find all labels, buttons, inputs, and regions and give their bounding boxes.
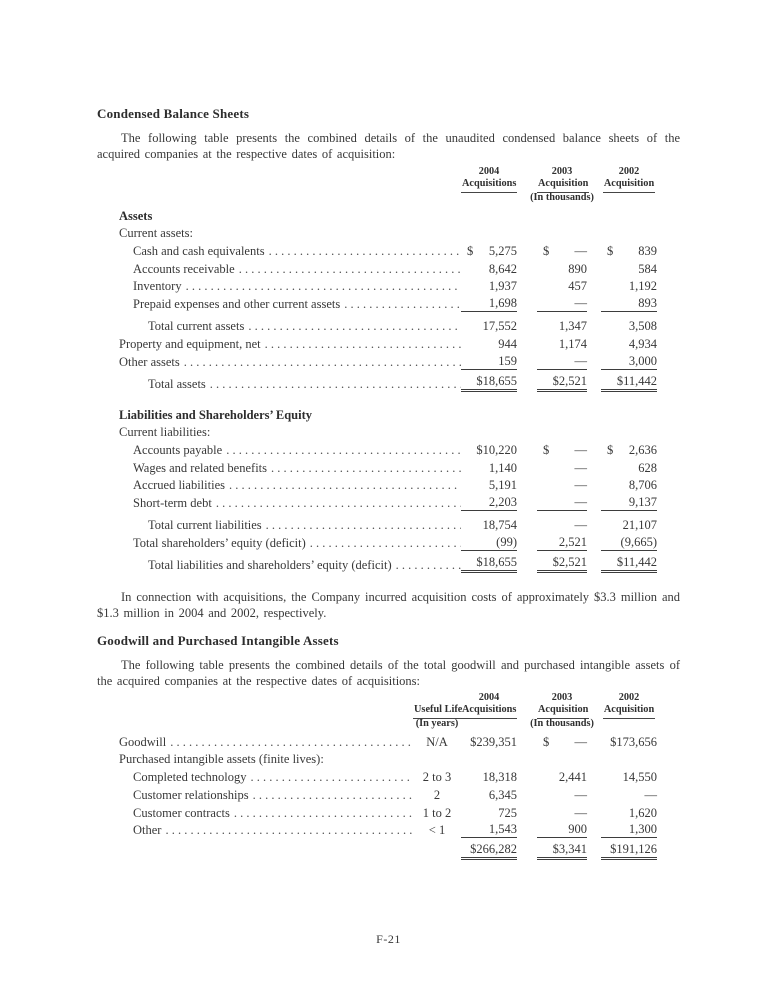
amount-cell: 1,698: [461, 296, 517, 312]
amount-cell: 893: [601, 296, 657, 312]
section1-intro-paragraph: The following table presents the combined details of the unaudited condensed balance sheets of the acquired companies at the respective dates of acquisition:: [97, 131, 680, 161]
dot-leader: [206, 377, 461, 392]
table-row: [119, 516, 657, 534]
section-heading-condensed-balance-sheets: Condensed Balance Sheets: [97, 106, 250, 121]
column-header-year: 2004: [478, 166, 500, 177]
units-note-text: (In thousands): [530, 718, 594, 730]
amount-cell: $239,351: [470, 734, 517, 749]
column-units-note: [601, 192, 657, 206]
amount-cell: 8,706: [628, 478, 657, 493]
row-label: Accounts receivable: [133, 261, 235, 276]
table-row: [119, 405, 657, 423]
currency-symbol: $: [543, 244, 550, 259]
row-label: Accounts payable: [133, 442, 223, 457]
amount-value: 5,275: [488, 244, 517, 259]
table-row: [119, 224, 657, 242]
row-label: Accrued liabilities: [133, 478, 225, 493]
units-note-text: (In years): [415, 718, 459, 730]
column-header-label: [537, 178, 587, 192]
table-row: [119, 440, 657, 458]
row-label: Customer contracts: [133, 805, 230, 820]
amount-cell: [537, 735, 587, 750]
row-label: Total liabilities and shareholders’ equity (deficit): [148, 558, 392, 573]
row-label: Cash and cash equivalents: [133, 244, 265, 259]
amount-cell: 17,552: [482, 319, 517, 334]
useful-life-cell: 2 to 3: [422, 770, 452, 785]
condensed-balance-sheet-table: [119, 166, 657, 573]
amount-cell: 6,345: [488, 787, 517, 802]
amount-cell: 159: [461, 354, 517, 370]
useful-life-cell: N/A: [426, 734, 448, 749]
row-label: Liabilities and Shareholders’ Equity: [119, 407, 312, 422]
amount-cell: 584: [638, 261, 657, 276]
amount-value: —: [574, 734, 587, 749]
amount-cell: 18,754: [482, 518, 517, 533]
amount-cell: [537, 443, 587, 458]
row-label: Short-term debt: [133, 496, 212, 510]
amount-cell: 725: [498, 805, 517, 820]
amount-cell: 1,937: [488, 279, 517, 294]
amount-cell: (9,665): [601, 535, 657, 551]
table-row: [119, 334, 657, 352]
dot-leader: [249, 788, 413, 803]
table-row: [119, 294, 657, 312]
amount-cell: $18,655: [461, 555, 517, 573]
row-label: Wages and related benefits: [133, 460, 268, 475]
amount-cell: 4,934: [628, 337, 657, 351]
table-row: [119, 803, 657, 821]
goodwill-intangibles-table: [119, 692, 657, 860]
section-heading-goodwill-intangibles: Goodwill and Purchased Intangible Assets: [97, 633, 339, 649]
row-label: Completed technology: [133, 770, 247, 785]
amount-cell: [461, 244, 517, 259]
amount-cell: 457: [568, 279, 587, 294]
table-row: [119, 555, 657, 573]
currency-symbol: $: [543, 734, 550, 749]
column-header-year: 2002: [618, 166, 640, 177]
column-header-label: [601, 178, 657, 192]
column-header-label: [461, 178, 517, 192]
row-label: Other assets: [119, 354, 180, 369]
amount-value: —: [574, 442, 587, 457]
amount-cell: 628: [638, 460, 657, 475]
amount-cell: 890: [568, 261, 587, 276]
column-units-note: [601, 718, 657, 732]
amount-cell: 1,300: [601, 822, 657, 838]
dot-leader: [244, 319, 461, 334]
table-row: [119, 458, 657, 476]
table-row: [119, 374, 657, 392]
amount-cell: —: [574, 460, 587, 475]
column-header: [461, 166, 517, 206]
dot-leader: [392, 558, 461, 573]
dot-leader: [182, 279, 461, 294]
row-label: Goodwill: [119, 734, 167, 749]
row-label: Total shareholders’ equity (deficit): [133, 535, 306, 550]
dot-leader: [222, 443, 461, 458]
column-header-underlined-text: Acquisitions: [461, 178, 517, 193]
amount-cell: 9,137: [601, 495, 657, 511]
amount-cell: 1,192: [628, 279, 657, 294]
row-label: Purchased intangible assets (finite lives):: [119, 752, 324, 767]
dot-leader: [340, 297, 461, 312]
amount-cell: $173,656: [610, 734, 657, 749]
column-units-note: [530, 718, 594, 732]
column-header: [413, 692, 461, 732]
column-header-underlined-text: Useful Life: [413, 704, 463, 719]
column-units-note: [413, 718, 461, 732]
table-row: [119, 732, 657, 750]
column-header-year: 2003: [551, 692, 573, 704]
amount-cell: $191,126: [601, 842, 657, 860]
column-header-underlined-text: Acquisitions: [461, 704, 517, 719]
amount-cell: 944: [498, 337, 517, 351]
row-label: Other: [133, 823, 162, 838]
amount-cell: 5,191: [488, 478, 517, 493]
row-label: Total current assets: [148, 319, 245, 334]
dot-leader: [247, 770, 413, 785]
amount-cell: —: [537, 495, 587, 511]
dot-leader: [261, 337, 461, 352]
useful-life-cell: 1 to 2: [422, 805, 452, 820]
table-row: [119, 317, 657, 335]
dot-leader: [267, 461, 461, 476]
dot-leader: [166, 735, 413, 750]
table-row: [119, 423, 657, 441]
amount-cell: 2,521: [537, 535, 587, 551]
table-row: [119, 493, 657, 511]
column-header-year: 2004: [478, 692, 500, 704]
column-header: [601, 692, 657, 732]
section2-intro-paragraph: The following table presents the combined details of the total goodwill and purchased intangible assets of the acquired companies at the respective dates of acquisitions:: [97, 658, 680, 689]
dot-leader: [180, 355, 461, 370]
amount-cell: 1,347: [558, 319, 587, 334]
currency-symbol: $: [607, 442, 614, 457]
column-header: [461, 692, 517, 732]
amount-cell: —: [574, 787, 587, 802]
column-header-year: 2002: [618, 692, 640, 704]
column-header-underlined-text: Acquisition: [537, 704, 589, 719]
column-header-label: [413, 704, 461, 718]
table-row: [119, 785, 657, 803]
table-row: [119, 476, 657, 494]
amount-cell: 1,543: [461, 822, 517, 838]
row-label: Total current liabilities: [148, 518, 262, 533]
column-units-note: [461, 718, 517, 732]
amount-cell: —: [574, 805, 587, 820]
amount-cell: 21,107: [622, 518, 657, 533]
row-label: Inventory: [133, 279, 182, 294]
amount-cell: 1,620: [628, 805, 657, 820]
amount-cell: $11,442: [601, 555, 657, 573]
amount-cell: 18,318: [482, 770, 517, 785]
amount-cell: 3,508: [628, 319, 657, 334]
dot-leader: [265, 244, 461, 259]
table-row: [119, 750, 657, 768]
column-header-year: 2003: [551, 166, 573, 177]
dot-leader: [161, 823, 413, 838]
amount-cell: —: [537, 296, 587, 312]
amount-cell: —: [574, 518, 587, 533]
amount-cell: 1,174: [558, 337, 587, 351]
dot-leader: [306, 536, 461, 551]
amount-cell: $11,442: [601, 374, 657, 392]
amount-cell: 900: [537, 822, 587, 838]
column-units-note: [461, 192, 517, 206]
column-header: [530, 166, 594, 206]
amount-cell: [601, 244, 657, 259]
column-header-year: [413, 692, 461, 704]
spacer: [119, 166, 461, 206]
amount-cell: 8,642: [488, 261, 517, 276]
column-header-label: [537, 704, 587, 718]
dot-leader: [230, 806, 413, 821]
amount-cell: —: [644, 787, 657, 802]
amount-cell: [601, 443, 657, 458]
dot-leader: [225, 478, 461, 493]
table-row: [119, 277, 657, 295]
table-column-headers: [119, 166, 657, 206]
table-row: [119, 767, 657, 785]
table-row: [119, 843, 657, 861]
dot-leader: [262, 518, 461, 533]
acquisition-costs-note: In connection with acquisitions, the Company incurred acquisition costs of approximately $3.3 million and $1.3 million in 2004 and 2002, respectively.: [97, 590, 680, 621]
column-header-underlined-text: Acquisition: [603, 178, 655, 193]
amount-value: —: [574, 244, 587, 259]
amount-cell: $10,220: [476, 442, 517, 457]
useful-life-cell: 2: [433, 787, 441, 802]
useful-life-cell: < 1: [428, 823, 446, 838]
amount-value: 2,636: [628, 442, 657, 457]
amount-cell: —: [537, 354, 587, 370]
row-label: Property and equipment, net: [119, 337, 261, 351]
table-row: [119, 352, 657, 370]
amount-cell: 1,140: [488, 460, 517, 475]
spacer: [119, 692, 413, 732]
table-row: [119, 259, 657, 277]
amount-cell: $18,655: [461, 374, 517, 392]
page-number: F-21: [376, 932, 401, 947]
amount-cell: 2,203: [461, 495, 517, 511]
amount-cell: —: [574, 478, 587, 493]
row-label: Current liabilities:: [119, 425, 211, 440]
table-row: [119, 821, 657, 839]
column-header: [530, 692, 594, 732]
column-header-label: [601, 704, 657, 718]
row-label: Current assets:: [119, 226, 193, 241]
currency-symbol: $: [467, 244, 474, 259]
amount-cell: 2,441: [558, 770, 587, 785]
amount-cell: $3,341: [537, 842, 587, 860]
table-row: [119, 533, 657, 551]
column-header-label: [461, 704, 517, 718]
amount-cell: $2,521: [537, 374, 587, 392]
row-label: Prepaid expenses and other current assets: [133, 297, 341, 312]
dot-leader: [235, 262, 461, 277]
table-row: [119, 206, 657, 224]
table-column-headers: [119, 692, 657, 732]
dot-leader: [212, 496, 461, 511]
currency-symbol: $: [543, 442, 550, 457]
column-header: [601, 166, 657, 206]
currency-symbol: $: [607, 244, 614, 259]
amount-cell: (99): [461, 535, 517, 551]
column-header-underlined-text: Acquisition: [603, 704, 655, 719]
amount-value: 839: [638, 244, 657, 259]
column-units-note: [530, 192, 594, 206]
amount-cell: $2,521: [537, 555, 587, 573]
row-label: Customer relationships: [133, 787, 249, 802]
row-label: Assets: [119, 208, 153, 223]
amount-cell: [537, 244, 587, 259]
amount-cell: 14,550: [622, 770, 657, 785]
amount-cell: $266,282: [461, 842, 517, 860]
row-label: Total assets: [148, 376, 206, 391]
amount-cell: 3,000: [601, 354, 657, 370]
units-note-text: (In thousands): [530, 192, 594, 203]
column-header-underlined-text: Acquisition: [537, 178, 589, 193]
table-row: [119, 241, 657, 259]
